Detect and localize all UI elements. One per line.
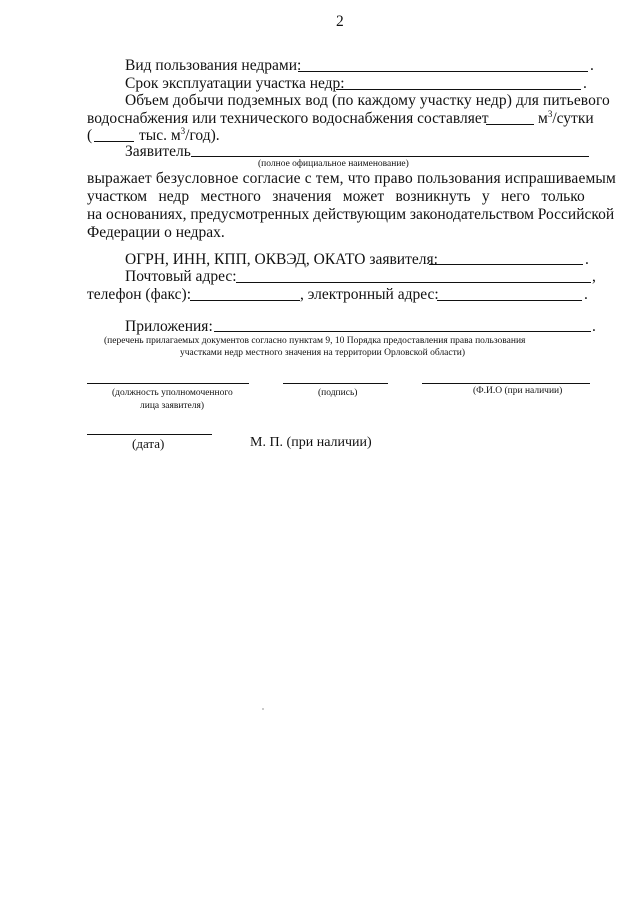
position-hint-1: (должность уполномоченного: [112, 388, 233, 398]
subsoil-use-type-label: Вид пользования недрами:: [125, 57, 302, 74]
period: .: [590, 57, 594, 74]
attachments-label: Приложения:: [125, 318, 213, 335]
applicant-name-hint: (полное официальное наименование): [258, 159, 409, 169]
stamp-label: М. П. (при наличии): [250, 435, 372, 450]
period: .: [584, 286, 588, 303]
annual-volume-field[interactable]: [94, 141, 134, 142]
email-label: , электронный адрес:: [300, 286, 439, 303]
postal-address-field[interactable]: [236, 282, 591, 283]
scan-speck: [262, 708, 264, 710]
position-hint-2: лица заявителя): [140, 401, 205, 411]
phone-field[interactable]: [190, 300, 300, 301]
applicant-name-field[interactable]: [191, 156, 589, 157]
period: .: [592, 318, 596, 335]
subsoil-use-type-field[interactable]: [298, 71, 588, 72]
signature-field[interactable]: [283, 383, 388, 384]
volume-open-paren: (: [87, 127, 93, 144]
volume-line-2: водоснабжения или технического водоснабжения составляет: [87, 110, 489, 127]
consent-line-4: Федерации о недрах.: [87, 224, 225, 241]
consent-line-2: участком недр местного значения может возникнуть у него только: [87, 188, 585, 205]
consent-line-1: выражает безусловное согласие с тем, что право пользования испрашиваемым: [87, 170, 616, 187]
ids-label: ОГРН, ИНН, КПП, ОКВЭД, ОКАТО заявителя:: [125, 251, 438, 268]
page-number: 2: [336, 13, 344, 30]
attachments-hint-1: (перечень прилагаемых документов согласно пунктам 9, 10 Порядка предоставления права пользования: [104, 336, 526, 346]
phone-label: телефон (факс):: [87, 286, 191, 303]
fio-hint: (Ф.И.О (при наличии): [473, 386, 563, 396]
email-field[interactable]: [437, 300, 582, 301]
annual-unit: тыс. $м^3/год$).: [139, 125, 220, 144]
fio-field[interactable]: [422, 383, 590, 384]
period: .: [583, 75, 587, 92]
consent-line-3: на основаниях, предусмотренных действующим законодательством Российской: [87, 206, 615, 223]
attachments-hint-2: участками недр местного значения на территории Орловской области): [180, 348, 466, 358]
comma: ,: [592, 268, 596, 285]
daily-volume-field[interactable]: [486, 124, 534, 125]
applicant-label: Заявитель: [125, 143, 191, 160]
volume-line-1: Объем добычи подземных вод (по каждому участку недр) для питьевого: [125, 92, 610, 109]
period: .: [585, 251, 589, 268]
attachments-field[interactable]: [214, 331, 591, 332]
position-field[interactable]: [87, 383, 249, 384]
exploitation-term-field[interactable]: [336, 89, 581, 90]
date-hint: (дата): [132, 436, 165, 451]
exploitation-term-label: Срок эксплуатации участка недр:: [125, 75, 345, 92]
signature-hint: (подпись): [318, 388, 358, 398]
ids-field[interactable]: [429, 264, 583, 265]
daily-unit: $м^3$/сутки: [538, 108, 594, 127]
postal-address-label: Почтовый адрес:: [125, 268, 237, 285]
